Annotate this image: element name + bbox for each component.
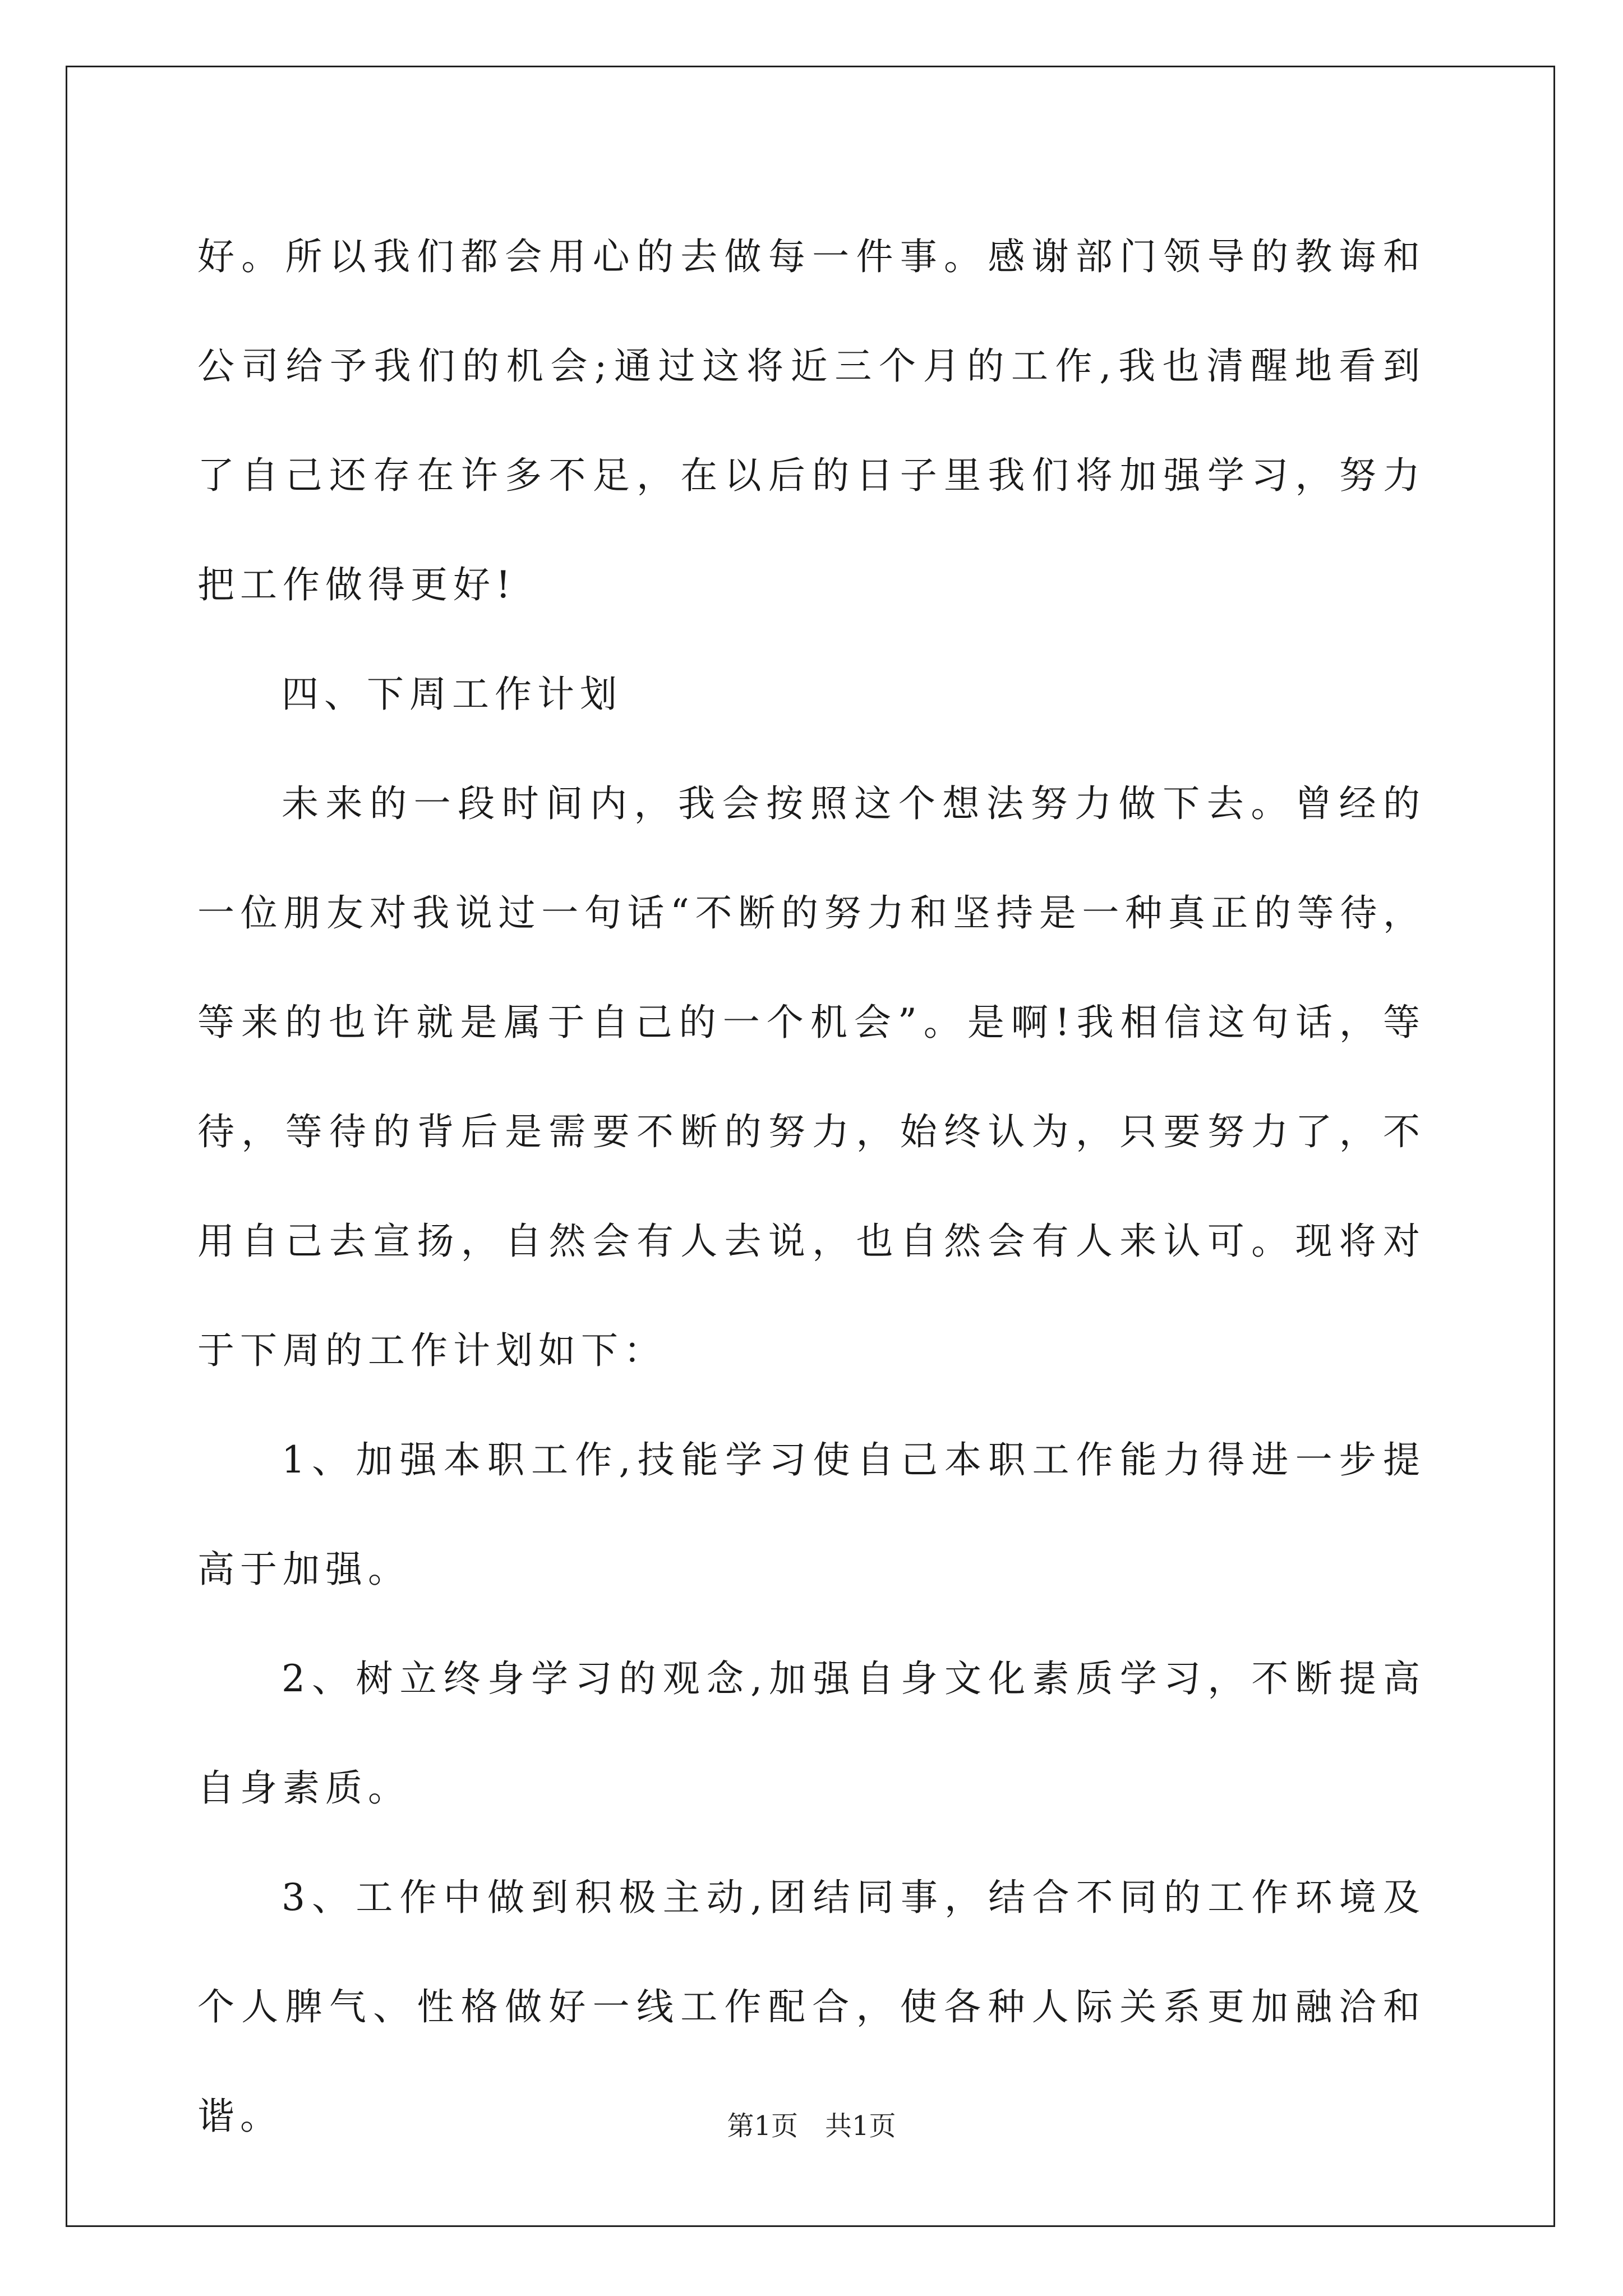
document-body bbox=[197, 202, 1426, 2171]
plan-item-3: 3、工作中做到积极主动,团结同事，结合不同的工作环境及个人脾气、性格做好一线工作配合，使各种人际关系更加融洽和谐。 bbox=[197, 1876, 1426, 2138]
plan-item-2: 2、树立终身学习的观念,加强自身文化素质学习，不断提高自身素质。 bbox=[197, 1657, 1426, 1810]
section-heading: 四、下周工作计划 bbox=[282, 673, 623, 716]
paragraph-continuation: 好。所以我们都会用心的去做每一件事。感谢部门领导的教诲和公司给予我们的机会;通过这将近三个月的工作,我也清醒地看到了自己还存在许多不足，在以后的日子里我们将加强学习，努力把工作做得更好! bbox=[197, 235, 1426, 606]
page-footer bbox=[0, 2109, 1623, 2143]
page-total: 共1页 bbox=[825, 2110, 896, 2142]
plan-item-1: 1、加强本职工作,技能学习使自己本职工作能力得进一步提高于加强。 bbox=[197, 1438, 1426, 1591]
page-number: 第1页 bbox=[727, 2110, 798, 2142]
paragraph-intro: 未来的一段时间内，我会按照这个想法努力做下去。曾经的一位朋友对我说过一句话“不断的努力和坚持是一种真正的等待，等来的也许就是属于自己的一个机会”。是啊!我相信这句话，等待，等待的背后是需要不断的努力，始终认为，只要努力了，不用自己去宣扬，自然会有人去说，也自然会有人来认可。现将对于下周的工作计划如下： bbox=[197, 782, 1426, 1372]
